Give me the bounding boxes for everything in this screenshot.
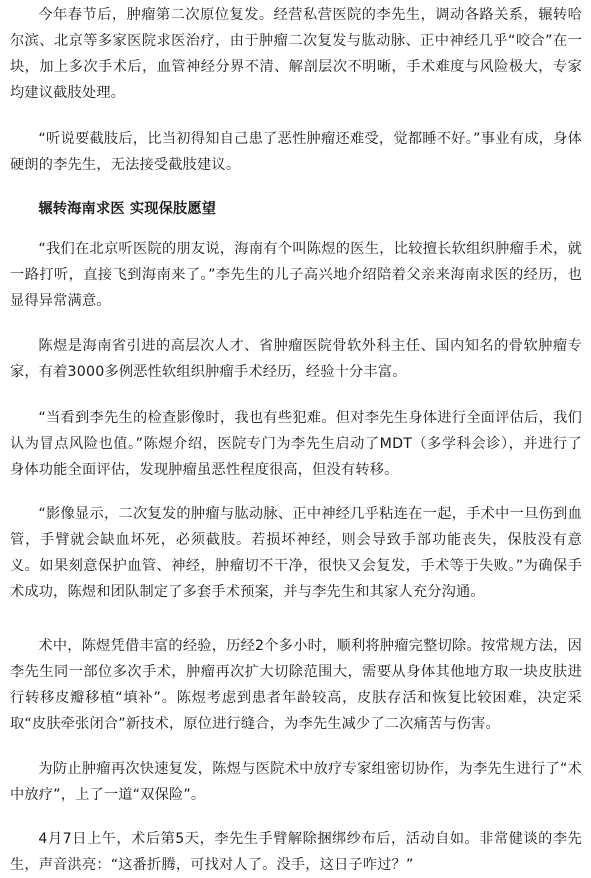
paragraph-radiotherapy: 为防止肿瘤再次快速复发，陈煜与医院术中放疗专家组密切协作，为李先生进行了“术中放疗”，上了一道“双保险”。 xyxy=(10,761,582,803)
paragraph-recovery: 4月7日上午，术后第5天，李先生手臂解除捆绑纱布后，活动自如。非常健谈的李先生，声音洪亮：“这番折腾，可找对人了。没手，这日子咋过？” xyxy=(10,831,582,873)
paragraph-amputation-reaction: “听说要截肢后，比当初得知自己患了恶性肿瘤还难受，觉都睡不好。”事业有成，身体硬朗的李先生，无法接受截肢建议。 xyxy=(10,131,582,173)
paragraph-surgery: 术中，陈煜凭借丰富的经验，历经2个多小时，顺利将肿瘤完整切除。按常规方法，因李先生同一部位多次手术，肿瘤再次扩大切除范围大，需要从身体其他地方取一块皮肤进行转移皮瓣移植“填补”。陈煜考虑到患者年龄较高，皮肤存活和恢复比较困难，决定采取“皮肤牵张闭合”新技术，原位进行缝合，为李先生减少了二次痛苦与伤害。 xyxy=(10,638,582,732)
paragraph-evaluation: “当看到李先生的检查影像时，我也有些犯难。但对李先生身体进行全面评估后，我们认为冒点风险也值。”陈煜介绍，医院专门为李先生启动了MDT（多学科会诊），并进行了身体功能全面评估，发现肿瘤虽恶性程度很高，但没有转移。 xyxy=(10,410,582,478)
paragraph-son-account: “我们在北京听医院的朋友说，海南有个叫陈煜的医生，比较擅长软组织肿瘤手术，就一路打听，直接飞到海南来了。”李先生的儿子高兴地介绍陪着父亲来海南求医的经历，也显得异常满意。 xyxy=(10,241,582,309)
paragraph-chen-yu-profile: 陈煜是海南省引进的高层次人才、省肿瘤医院骨软外科主任、国内知名的骨软肿瘤专家，有着3000多例恶性软组织肿瘤手术经历，经验十分丰富。 xyxy=(10,338,582,380)
section-heading: 辗转海南求医 实现保肢愿望 xyxy=(38,201,217,217)
paragraph-recurrence: 今年春节后，肿瘤第二次原位复发。经营私营医院的李先生，调动各路关系，辗转哈尔滨、北京等多家医院求医治疗，由于肿瘤二次复发与肱动脉、正中神经几乎“咬合”在一块，加上多次手术后，血管神经分界不清、解剖层次不明晰，手术难度与风险极大，专家均建议截肢处理。 xyxy=(10,7,582,101)
paragraph-surgical-risk: “影像显示，二次复发的肿瘤与肱动脉、正中神经几乎粘连在一起，手术中一旦伤到血管，手臂就会缺血坏死，必须截肢。若损坏神经，则会导致手部功能丧失，保肢没有意义。如果刻意保护血管、神经，肿瘤切不干净，很快又会复发，手术等于失败。”为确保手术成功，陈煜和团队制定了多套手术预案，并与李先生和其家人充分沟通。 xyxy=(10,506,582,600)
